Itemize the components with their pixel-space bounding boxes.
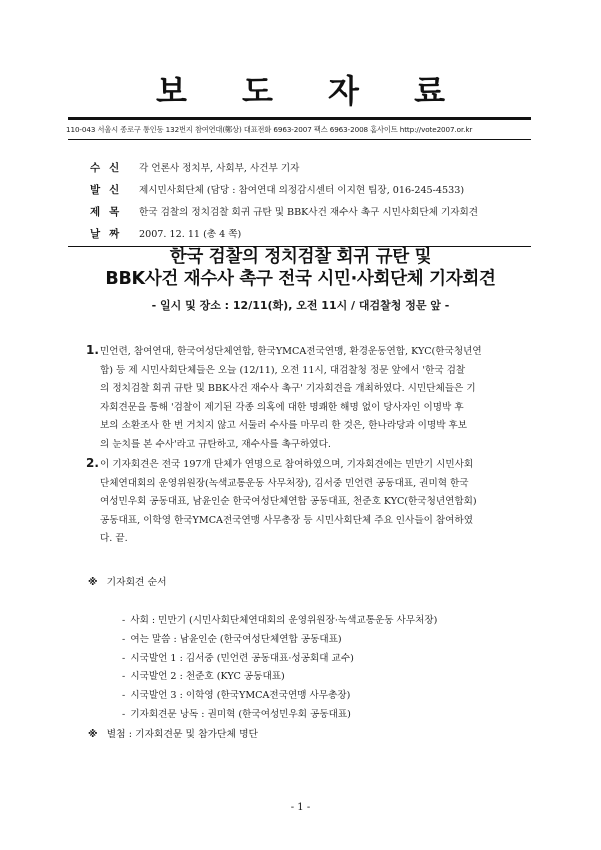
meta-label: 발신	[90, 183, 129, 196]
list-item: - 기자회견문 낭독 : 권미혁 (한국여성민우회 공동대표)	[122, 708, 351, 720]
list-item: - 시국발언 1 : 김서중 (민언련 공동대표·성공회대 교수)	[122, 652, 354, 664]
header-rule-bottom	[68, 139, 531, 140]
paragraph-line: 보의 소환조사 한 번 거치지 않고 서둘러 수사를 마무리 한 것은, 한나라당과 이명박 후보	[100, 420, 468, 431]
list-item: - 여는 말씀 : 남윤인순 (한국여성단체연합 공동대표)	[122, 633, 342, 645]
meta-value: 한국 검찰의 정치검찰 회귀 규탄 및 BBK사건 재수사 촉구 시민사회단체 기자회견	[139, 207, 479, 218]
meta-block	[90, 156, 478, 244]
paragraph-line: 의 정치검찰 회귀 규탄 및 BBK사건 재수사 촉구' 기자회견을 개최하였다. 시민단체들은 기	[100, 383, 476, 394]
paragraph-line: 민언련, 참여연대, 한국여성단체연합, 한국YMCA전국연맹, 환경운동연합, KYC(한국청년연	[100, 346, 482, 357]
meta-value: 제시민사회단체 (담당 : 참여연대 의정감시센터 이지현 팀장, 016-245-4533)	[139, 185, 465, 196]
paragraph-line: 다. 끝.	[100, 533, 128, 544]
page-number: - 1 -	[290, 802, 311, 813]
paragraph-line: 여성민우회 공동대표, 남윤인순 한국여성단체연합 공동대표, 천준호 KYC(한국청년연합회)	[100, 496, 477, 507]
agenda-heading-label: 기자회견 순서	[106, 577, 167, 588]
agenda-heading	[88, 574, 167, 588]
agenda-item-text: 시국발언 3 : 이학영 (한국YMCA전국연맹 사무총장)	[130, 690, 351, 702]
meta-row-subject	[90, 200, 478, 222]
agenda-item-text: 시국발언 1 : 김서중 (민언련 공동대표·성공회대 교수)	[130, 652, 354, 664]
org-contact-line: 110-043 서울시 종로구 통인동 132번지 참여연대(鄭상) 대표전화 6963-2007 팩스 6963-2008 홈사이트 http://vote2007.or.kr	[66, 125, 473, 134]
agenda-item-text: 시국발언 2 : 천준호 (KYC 공동대표)	[130, 671, 285, 683]
reference-mark-icon: ※	[88, 577, 98, 588]
paragraph-number: 2.	[86, 456, 99, 470]
paragraph-1	[88, 343, 524, 454]
meta-label: 수신	[90, 161, 129, 174]
paragraph-line: 공동대표, 이학영 한국YMCA전국연맹 사무총장 등 시민사회단체 주요 인사들이 참여하였	[100, 514, 473, 526]
meta-row-sender	[90, 178, 478, 200]
meta-row-date	[90, 222, 478, 244]
meta-value: 각 언론사 정치부, 사회부, 사건부 기자	[139, 163, 300, 174]
headline-line-2: BBK사건 재수사 촉구 전국 시민·사회단체 기자회견	[105, 269, 496, 289]
agenda-list	[122, 612, 437, 725]
meta-row-recipient	[90, 156, 478, 178]
headline-line-1: 한국 검찰의 정치검찰 회귀 규탄 및	[169, 247, 432, 267]
agenda-item-text: 기자회견문 낭독 : 권미혁 (한국여성민우회 공동대표)	[130, 708, 351, 720]
paragraph-line: 자회견문을 통해 '검찰이 제기된 각종 의혹에 대한 명쾌한 해명 없이 당사자인 이명박 후	[100, 401, 464, 413]
list-item: - 사회 : 민만기 (시민사회단체연대회의 운영위원장·녹색교통운동 사무처장)	[122, 615, 438, 626]
paragraph-line: 이 기자회견은 전국 197개 단체가 연명으로 참여하였으며, 기자회견에는 민만기 시민사회	[100, 459, 474, 470]
paragraph-2	[88, 456, 524, 549]
page-title: 보 도 자 료	[155, 72, 468, 110]
agenda-item-text: 사회 : 민만기 (시민사회단체연대회의 운영위원장·녹색교통운동 사무처장)	[130, 615, 438, 626]
meta-label: 날짜	[90, 227, 129, 240]
paragraph-number: 1.	[86, 343, 99, 357]
paragraph-line: 의 눈치를 본 수사'라고 규탄하고, 재수사를 촉구하였다.	[100, 438, 331, 450]
reference-mark-icon: ※	[88, 729, 98, 740]
list-item: - 시국발언 3 : 이학영 (한국YMCA전국연맹 사무총장)	[122, 690, 351, 702]
agenda-item-text: 여는 말씀 : 남윤인순 (한국여성단체연합 공동대표)	[130, 633, 342, 645]
attachment-label: 별첨 : 기자회견문 및 참가단체 명단	[106, 729, 259, 740]
list-item: - 시국발언 2 : 천준호 (KYC 공동대표)	[122, 671, 285, 683]
paragraph-line: 단체연대회의 운영위원장(녹색교통운동 사무처장), 김서중 민언련 공동대표, 권미혁 한국	[100, 477, 469, 489]
event-venue: - 일시 및 장소 : 12/11(화), 오전 11시 / 대검찰청 정문 앞 -	[151, 299, 450, 312]
header-rule-top	[68, 117, 531, 120]
meta-label: 제목	[90, 205, 129, 218]
attachment-note	[88, 726, 258, 740]
meta-value: 2007. 12. 11 (총 4 쪽)	[139, 229, 242, 240]
paragraph-line: 합) 등 제 시민사회단체들은 오늘 (12/11), 오전 11시, 대검찰청 정문 앞에서 '한국 검찰	[100, 364, 466, 376]
